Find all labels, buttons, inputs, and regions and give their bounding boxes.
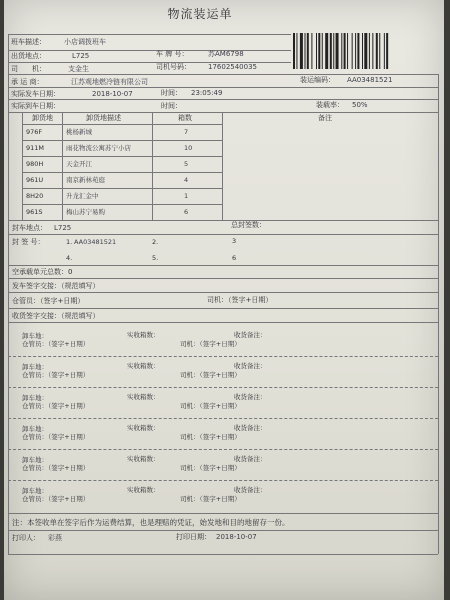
seal-no-2: 2. — [152, 238, 159, 246]
col-header-boxes: 箱数 — [178, 114, 192, 122]
warehouse-sign-label: 仓管员：（签字+日期） — [12, 297, 85, 305]
plate-value: 苏AM6798 — [208, 50, 244, 58]
receive-note-label: 收货备注： — [234, 486, 267, 494]
barcode-bar — [344, 33, 346, 69]
barcode-bar — [379, 33, 380, 69]
origin-value: L725 — [72, 52, 90, 60]
plate-label: 车 牌 号： — [156, 50, 189, 58]
barcode-bar — [305, 33, 306, 69]
driver-value: 支金生 — [68, 65, 89, 73]
unload-point-label: 卸车地： — [22, 394, 48, 402]
table-row-rule — [22, 188, 222, 189]
seal-no-5: 5. — [152, 254, 159, 262]
seal-no-1: 1. — [66, 238, 73, 246]
seal-total-label: 总封签数： — [231, 221, 266, 229]
receive-note-label: 收货备注： — [234, 424, 267, 432]
printer-label: 打印人： — [12, 534, 40, 542]
barcode-bar — [296, 33, 297, 69]
table-cell-boxes: 6 — [184, 208, 189, 216]
col-header-description: 卸货地描述 — [86, 114, 121, 122]
arrive-label: 实际到车日期： — [11, 102, 60, 110]
depart-time-label: 时间： — [161, 89, 182, 97]
seal-place-label: 封车地点： — [12, 224, 47, 232]
rule — [222, 112, 223, 220]
print-date-label: 打印日期： — [176, 533, 211, 541]
phone-label: 司机号码： — [156, 63, 191, 71]
barcode-bar — [372, 33, 373, 69]
send-handover-label: 发车签字交接：（规范填写） — [12, 282, 100, 290]
received-boxes-label: 实收箱数： — [127, 455, 160, 463]
table-cell-location: 961S — [26, 208, 43, 216]
receiver-driver-sign: 司机：（签字+日期） — [180, 340, 241, 348]
unload-point-label: 卸车地： — [22, 332, 48, 340]
rule — [8, 554, 438, 555]
code-label: 装运编码： — [300, 76, 335, 84]
rule — [8, 220, 438, 221]
barcode-bar — [341, 33, 342, 69]
table-cell-location: 8H20 — [26, 192, 44, 200]
table-cell-boxes: 7 — [184, 128, 189, 136]
code-value: AA03481521 — [347, 76, 393, 84]
receive-note-label: 收货备注： — [234, 362, 267, 370]
table-cell-description: 升龙汇金中 — [66, 192, 99, 200]
driver-sign-label: 司机：（签字+日期） — [207, 296, 273, 304]
table-cell-boxes: 1 — [184, 192, 189, 200]
arrive-time-label: 时间： — [161, 102, 182, 110]
table-row-rule — [22, 204, 222, 205]
depart-time: 23:05:49 — [191, 89, 223, 97]
receive-note-label: 收货备注： — [234, 455, 267, 463]
receive-divider — [8, 449, 438, 450]
table-cell-boxes: 10 — [184, 144, 193, 152]
table-cell-location: 980H — [26, 160, 44, 168]
seal-no-6: 6 — [232, 254, 237, 262]
receiver-keeper-sign: 仓管员：（签字+日期） — [22, 340, 90, 348]
carrier-value: 江苏观地燃冷链有限公司 — [71, 78, 148, 86]
depart-date: 2018-10-07 — [92, 90, 133, 98]
rule — [8, 530, 438, 531]
rule — [8, 265, 438, 266]
barcode-bar — [384, 33, 385, 69]
barcode-bar — [369, 33, 370, 69]
barcode-bar — [336, 33, 339, 69]
unload-point-label: 卸车地： — [22, 425, 48, 433]
barcode-bar — [293, 33, 295, 69]
barcode-bar — [307, 33, 309, 69]
barcode-bar — [311, 33, 312, 69]
barcode-bar — [357, 33, 359, 69]
table-cell-location: 976F — [26, 128, 43, 136]
barcode-bar — [355, 33, 356, 69]
rule — [8, 513, 438, 514]
table-cell-boxes: 5 — [184, 160, 189, 168]
col-header-remarks: 备注 — [318, 114, 332, 122]
rule — [438, 74, 439, 554]
receive-divider — [8, 356, 438, 357]
depart-label: 实际发车日期： — [11, 90, 60, 98]
table-cell-boxes: 4 — [184, 176, 189, 184]
unload-point-label: 卸车地： — [22, 487, 48, 495]
phone-value: 17602540035 — [208, 63, 257, 71]
receiver-keeper-sign: 仓管员：（签字+日期） — [22, 464, 90, 472]
receive-divider — [8, 480, 438, 481]
rule — [8, 34, 9, 554]
rule — [8, 112, 438, 113]
received-boxes-label: 实收箱数： — [127, 424, 160, 432]
receiver-driver-sign: 司机：（签字+日期） — [180, 433, 241, 441]
rule — [22, 124, 222, 125]
load-rate-value: 50% — [352, 101, 368, 109]
receive-divider — [8, 387, 438, 388]
rule — [8, 74, 438, 75]
receiver-driver-sign: 司机：（签字+日期） — [180, 371, 241, 379]
receive-note-label: 收货备注： — [234, 331, 267, 339]
rule — [8, 322, 438, 323]
received-boxes-label: 实收箱数： — [127, 393, 160, 401]
unload-point-label: 卸车地： — [22, 363, 48, 371]
rule — [8, 278, 438, 279]
footer-note: 注：本签收单在签字后作为运费结算，也是理赔的凭证，始发地和目的地留存一份。 — [12, 518, 290, 527]
receiver-keeper-sign: 仓管员：（签字+日期） — [22, 371, 90, 379]
receiver-keeper-sign: 仓管员：（签字+日期） — [22, 495, 90, 503]
seal-no-1-value: AA03481521 — [74, 238, 117, 246]
received-boxes-label: 实收箱数： — [127, 331, 160, 339]
unload-point-label: 卸车地： — [22, 456, 48, 464]
barcode-bar — [333, 33, 334, 69]
table-cell-description: 天金开江 — [66, 160, 92, 168]
print-date-value: 2018-10-07 — [216, 533, 257, 541]
waybill-document — [4, 0, 444, 600]
empty-box-total: 空承载单元总数：0 — [12, 268, 73, 276]
table-cell-location: 911M — [26, 144, 45, 152]
desc-label: 班车描述： — [11, 38, 46, 46]
receiver-driver-sign: 司机：（签字+日期） — [180, 464, 241, 472]
col-header-location: 卸货地 — [32, 114, 53, 122]
received-boxes-label: 实收箱数： — [127, 362, 160, 370]
seal-no-3: 3 — [232, 237, 237, 245]
rule — [8, 99, 438, 100]
barcode-bar — [376, 33, 378, 69]
table-cell-description: 桃杨新城 — [66, 128, 92, 136]
load-rate-label: 装载率： — [316, 101, 344, 109]
table-row-rule — [22, 140, 222, 141]
carrier-label: 承 运 商： — [11, 78, 44, 86]
barcode-bar — [347, 33, 348, 69]
barcode-bar — [325, 33, 328, 69]
barcode-bar — [300, 33, 303, 69]
received-boxes-label: 实收箱数： — [127, 486, 160, 494]
rule — [8, 234, 438, 235]
table-row-rule — [22, 172, 222, 173]
barcode-bar — [362, 33, 363, 69]
table-row-rule — [22, 156, 222, 157]
rule — [8, 87, 438, 88]
barcode-bar — [316, 33, 317, 69]
rule — [8, 292, 438, 293]
seal-no-4: 4. — [66, 254, 73, 262]
receiver-keeper-sign: 仓管员：（签字+日期） — [22, 402, 90, 410]
barcode-bar — [352, 33, 353, 69]
barcode — [291, 32, 417, 70]
table-cell-description: 雨花物流公寓苏宁小店 — [66, 144, 131, 152]
barcode-bar — [322, 33, 323, 69]
table-cell-description: 梅山苏宁易购 — [66, 208, 105, 216]
table-cell-description: 南京新林苑庭 — [66, 176, 105, 184]
driver-label: 司 机： — [11, 65, 46, 73]
barcode-bar — [364, 33, 367, 69]
printer-value: 彩燕 — [48, 534, 62, 542]
receiver-driver-sign: 司机：（签字+日期） — [180, 402, 241, 410]
desc-value: 小店调拨班车 — [64, 38, 106, 46]
seal-no-label: 封 签 号： — [12, 238, 45, 246]
rule — [8, 308, 438, 309]
receive-divider — [8, 418, 438, 419]
receiver-driver-sign: 司机：（签字+日期） — [180, 495, 241, 503]
origin-label: 出货地点： — [11, 52, 46, 60]
rule — [8, 34, 291, 35]
receiver-keeper-sign: 仓管员：（签字+日期） — [22, 433, 90, 441]
receive-handover-label: 收货签字交接：（规范填写） — [12, 312, 100, 320]
barcode-bar — [318, 33, 320, 69]
document-title: 物流装运单 — [167, 7, 233, 21]
barcode-bar — [330, 33, 332, 69]
barcode-bar — [386, 33, 388, 69]
seal-place-value: L725 — [54, 224, 72, 232]
table-cell-location: 961U — [26, 176, 44, 184]
rule — [8, 50, 291, 51]
receive-note-label: 收货备注： — [234, 393, 267, 401]
